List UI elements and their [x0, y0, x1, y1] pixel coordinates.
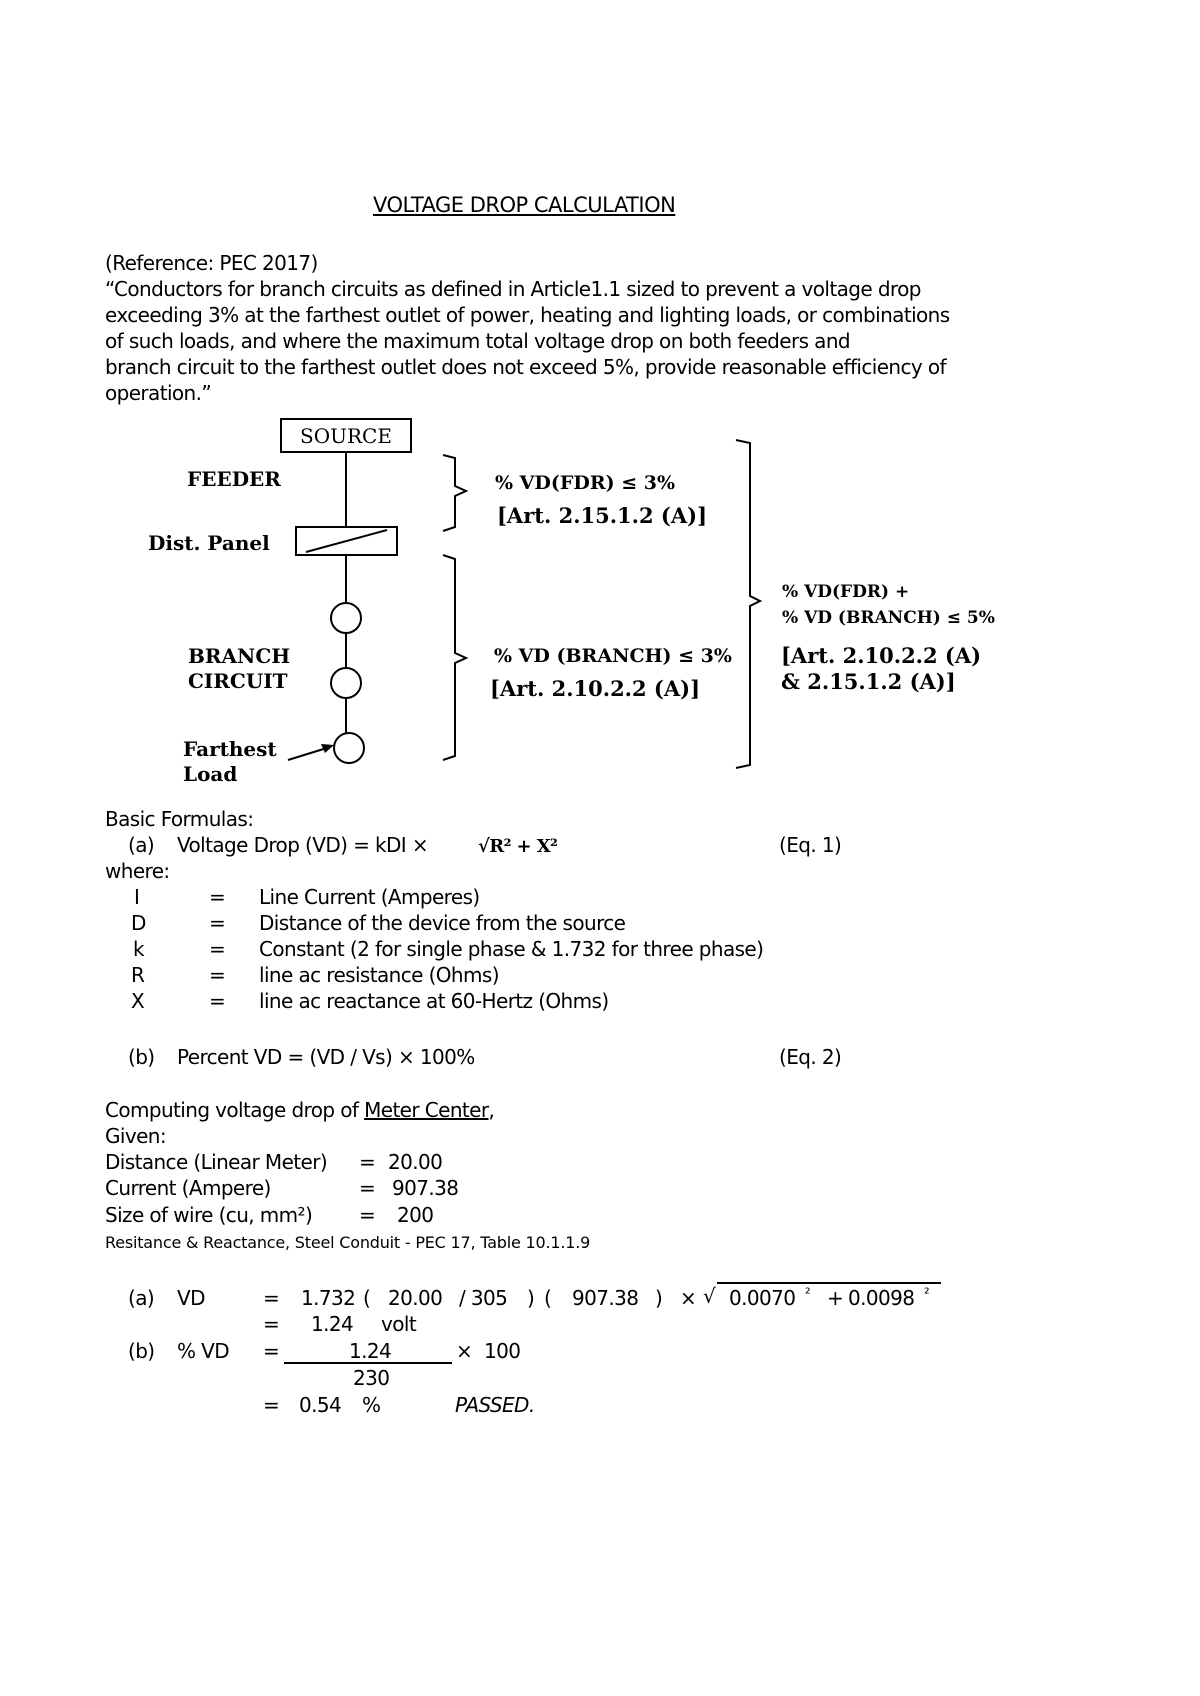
quote-line: branch circuit to the farthest outlet does not exceed 5%, provide reasonable efficiency of [105, 355, 946, 379]
feeder-label: FEEDER [187, 467, 281, 491]
var-symbol: R [131, 963, 145, 987]
dist-panel-label: Dist. Panel [148, 531, 270, 555]
farthest-label: Farthest [183, 737, 277, 761]
calc-times: × [456, 1339, 473, 1363]
feeder-article: [Art. 2.15.1.2 (A)] [497, 503, 708, 528]
calc-square: ² [924, 1286, 930, 1302]
calc-denominator: 230 [353, 1366, 390, 1390]
calc-distance: 20.00 [388, 1286, 443, 1310]
load-circle [331, 668, 361, 698]
var-symbol: I [134, 885, 140, 909]
sqrt-icon: √ [703, 1284, 716, 1308]
load-label: Load [183, 762, 238, 786]
eq1-label: (Eq. 1) [779, 833, 842, 857]
var-desc: Constant (2 for single phase & 1.732 for three phase) [259, 937, 764, 961]
calc-equals: = [263, 1339, 280, 1363]
var-symbol: X [131, 989, 145, 1013]
quote-line: exceeding 3% at the farthest outlet of power, heating and lighting loads, or combinations [105, 303, 950, 327]
quote-line: of such loads, and where the maximum total voltage drop on both feeders and [105, 329, 851, 353]
calc-percent-unit: % [362, 1393, 381, 1417]
var-symbol: k [133, 937, 144, 961]
given-label: Size of wire (cu, mm²) [105, 1203, 313, 1227]
calc-equals: = [263, 1286, 280, 1310]
given-equals: = [359, 1203, 376, 1227]
source-label: SOURCE [300, 424, 392, 448]
var-equals: = [209, 963, 226, 987]
calc-vd-value: 1.24 [311, 1312, 354, 1336]
given-label: Current (Ampere) [105, 1176, 271, 1200]
given-value: 907.38 [392, 1176, 459, 1200]
total-article-2: & 2.15.1.2 (A)] [781, 669, 956, 694]
eq2-label: (Eq. 2) [779, 1045, 842, 1069]
sqrt-bar [717, 1282, 941, 1284]
var-equals: = [209, 911, 226, 935]
branch-limit: % VD (BRANCH) ≤ 3% [494, 645, 732, 667]
calc-r: 0.0070 [729, 1286, 796, 1310]
farthest-load-circle [334, 733, 364, 763]
table-reference: Resitance & Reactance, Steel Conduit - PEC 17, Table 10.1.1.9 [105, 1233, 591, 1252]
calc-percent-value: 0.54 [299, 1393, 342, 1417]
calc-hundred: 100 [484, 1339, 521, 1363]
var-equals: = [209, 989, 226, 1013]
given-equals: = [359, 1176, 376, 1200]
given-equals: = [359, 1150, 376, 1174]
var-desc: line ac resistance (Ohms) [259, 963, 499, 987]
quote-line: “Conductors for branch circuits as defined in Article1.1 sized to prevent a voltage drop [105, 277, 921, 301]
calc-equals: = [263, 1393, 280, 1417]
branch-label: BRANCH [188, 644, 291, 668]
total-limit-1: % VD(FDR) + [782, 582, 910, 602]
branch-brace [443, 555, 466, 760]
given-label: Given: [105, 1124, 167, 1148]
voltage-drop-diagram [0, 0, 1200, 800]
calc-plus: + [827, 1286, 844, 1310]
feeder-brace [443, 455, 466, 531]
total-article-1: [Art. 2.10.2.2 (A) [781, 643, 982, 668]
calc-vd-unit: volt [381, 1312, 417, 1336]
var-symbol: D [131, 911, 146, 935]
var-desc: Distance of the device from the source [259, 911, 626, 935]
given-value: 20.00 [388, 1150, 443, 1174]
given-value: 200 [397, 1203, 434, 1227]
calc-k: 1.732 [301, 1286, 356, 1310]
branch-article: [Art. 2.10.2.2 (A)] [490, 676, 701, 701]
formula-b-label: (b) [128, 1045, 155, 1069]
computing-subject: Meter Center [364, 1098, 489, 1122]
quote-line: operation.” [105, 381, 212, 405]
calc-divisor: / 305 [459, 1286, 508, 1310]
calc-numerator: 1.24 [349, 1339, 392, 1363]
formula-b-text: Percent VD = (VD / Vs) × 100% [177, 1045, 475, 1069]
total-limit-2: % VD (BRANCH) ≤ 5% [782, 608, 995, 628]
calc-x: 0.0098 [848, 1286, 915, 1310]
formulas-heading: Basic Formulas: [105, 807, 254, 831]
formula-a-root: √R² + X² [478, 836, 558, 857]
given-label: Distance (Linear Meter) [105, 1150, 328, 1174]
result-passed: PASSED. [455, 1393, 535, 1417]
var-equals: = [209, 937, 226, 961]
formula-a-text: Voltage Drop (VD) = kDI × [177, 833, 429, 857]
calc-a-label: (a) [128, 1286, 155, 1310]
formula-a-label: (a) [128, 833, 155, 857]
circuit-label: CIRCUIT [188, 669, 288, 693]
calc-a-name: VD [177, 1286, 205, 1310]
feeder-limit: % VD(FDR) ≤ 3% [495, 472, 676, 494]
page-title: VOLTAGE DROP CALCULATION [373, 193, 676, 217]
computing-intro: Computing voltage drop of Meter Center, [105, 1098, 495, 1122]
var-desc: line ac reactance at 60-Hertz (Ohms) [259, 989, 609, 1013]
reference-text: (Reference: PEC 2017) [105, 251, 318, 275]
var-desc: Line Current (Amperes) [259, 885, 480, 909]
calc-b-label: (b) [128, 1339, 155, 1363]
calc-square: ² [805, 1286, 811, 1302]
load-circle [331, 603, 361, 633]
calc-b-name: % VD [177, 1339, 230, 1363]
var-equals: = [209, 885, 226, 909]
fraction-bar [284, 1362, 452, 1364]
total-brace [736, 440, 760, 768]
calc-times: × [680, 1286, 697, 1310]
where-label: where: [105, 859, 170, 883]
calc-equals: = [263, 1312, 280, 1336]
calc-current: 907.38 [572, 1286, 639, 1310]
